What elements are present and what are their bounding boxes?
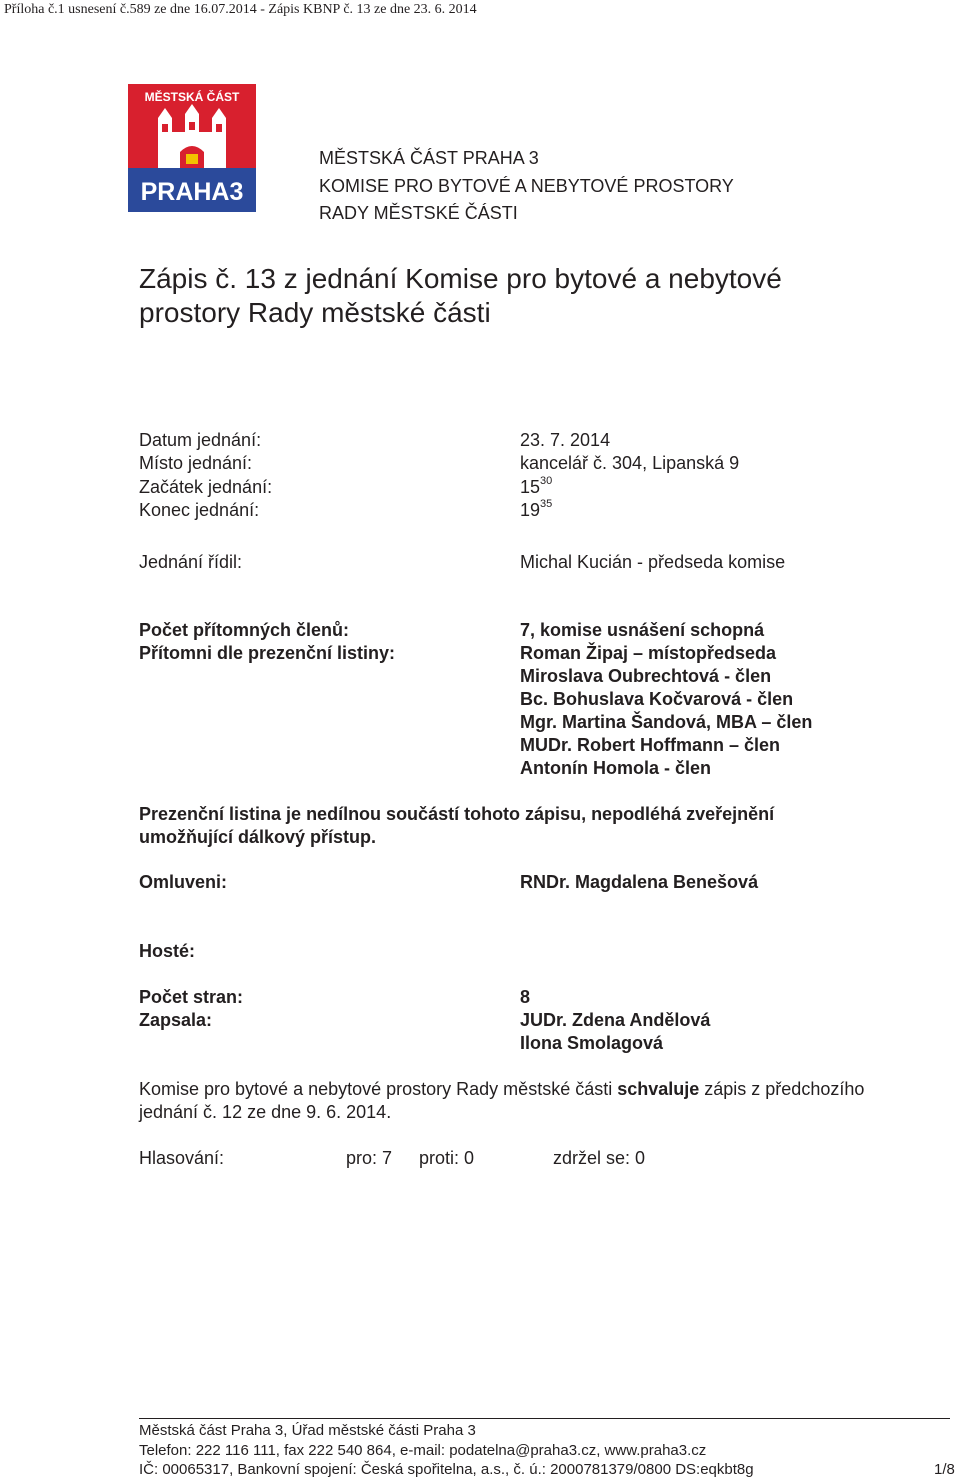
member-item: Antonín Homola - člen <box>520 758 711 778</box>
date-label: Datum jednání: <box>139 430 262 450</box>
start-value <box>520 477 552 498</box>
vote-label: Hlasování: <box>139 1148 225 1168</box>
attendance-note-line-2: umožňující dálkový přístup. <box>139 827 377 847</box>
recorded-label: Zapsala: <box>139 1010 213 1030</box>
resolution-line-1 <box>139 1078 864 1101</box>
title-line-2: prostory Rady městské části <box>139 297 491 328</box>
footer-divider <box>139 1418 950 1419</box>
attachment-note: Příloha č.1 usnesení č.589 ze dne 16.07.2014 - Zápis KBNP č. 13 ze dne 23. 6. 2014 <box>4 2 477 17</box>
member-item: Miroslava Oubrechtová - člen <box>520 666 772 686</box>
title-line-1: Zápis č. 13 z jednání Komise pro bytové a nebytové <box>139 263 782 294</box>
end-value <box>520 500 552 521</box>
svg-text:MĚSTSKÁ ČÁST: MĚSTSKÁ ČÁST <box>144 90 240 104</box>
recorded-value-1: JUDr. Zdena Andělová <box>520 1010 711 1030</box>
resolution-text-a: Komise pro bytové a nebytové prostory Rady městské části <box>139 1079 618 1099</box>
footer-line-1: Městská část Praha 3, Úřad městské části Praha 3 <box>139 1422 476 1439</box>
attendance-note <box>139 803 774 849</box>
member-item: Mgr. Martina Šandová, MBA – člen <box>520 712 813 732</box>
vote-abstain: zdržel se: 0 <box>553 1148 646 1168</box>
attendance-count-value: 7, komise usnášení schopná <box>520 620 765 640</box>
praha3-logo <box>128 84 256 212</box>
start-label: Začátek jednání: <box>139 477 273 497</box>
pages-label: Počet stran: <box>139 987 244 1007</box>
end-label: Konec jednání: <box>139 500 260 520</box>
page-number: 1/8 <box>934 1461 955 1478</box>
excused-value: RNDr. Magdalena Benešová <box>520 872 759 892</box>
place-value: kancelář č. 304, Lipanská 9 <box>520 453 740 473</box>
date-value: 23. 7. 2014 <box>520 430 611 450</box>
org-line-2: KOMISE PRO BYTOVÉ A NEBYTOVÉ PROSTORY <box>319 176 734 196</box>
recorded-value-2: Ilona Smolagová <box>520 1033 664 1053</box>
chair-value: Michal Kucián - předseda komise <box>520 552 786 572</box>
svg-text:PRAHA3: PRAHA3 <box>140 178 244 206</box>
org-line-1: MĚSTSKÁ ČÁST PRAHA 3 <box>319 148 539 168</box>
coat-of-arms-icon <box>128 84 256 212</box>
resolution-line-2: jednání č. 12 ze dne 9. 6. 2014. <box>139 1102 392 1122</box>
page-title <box>139 262 782 330</box>
footer-line-3: IČ: 00065317, Bankovní spojení: Česká spořitelna, a.s., č. ú.: 2000781379/0800 DS:eqkbt8g <box>139 1461 754 1478</box>
present-label: Přítomni dle prezenční listiny: <box>139 643 396 663</box>
org-line-3: RADY MĚSTSKÉ ČÁSTI <box>319 203 518 223</box>
member-item: MUDr. Robert Hoffmann – člen <box>520 735 781 755</box>
footer-line-2: Telefon: 222 116 111, fax 222 540 864, e-mail: podatelna@praha3.cz, www.praha3.cz <box>139 1442 707 1459</box>
vote-for: pro: 7 <box>346 1148 393 1168</box>
resolution-text-c: zápis z předchozího <box>699 1079 865 1099</box>
place-label: Místo jednání: <box>139 453 253 473</box>
attendance-note-line-1: Prezenční listina je nedílnou součástí tohoto zápisu, nepodléhá zveřejnění <box>139 804 775 824</box>
end-minutes: 35 <box>540 498 553 510</box>
pages-value: 8 <box>520 987 531 1007</box>
resolution-keyword: schvaluje <box>617 1079 700 1099</box>
guests-label: Hosté: <box>139 941 196 961</box>
excused-label: Omluveni: <box>139 872 228 892</box>
chair-label: Jednání řídil: <box>139 552 243 572</box>
member-item: Bc. Bohuslava Kočvarová - člen <box>520 689 794 709</box>
vote-against: proti: 0 <box>419 1148 475 1168</box>
attendance-count-label: Počet přítomných členů: <box>139 620 350 640</box>
start-minutes: 30 <box>540 475 553 487</box>
start-hour: 15 <box>520 477 541 497</box>
resolution-text <box>139 1078 864 1124</box>
member-item: Roman Žipaj – místopředseda <box>520 643 777 663</box>
end-hour: 19 <box>520 500 541 520</box>
